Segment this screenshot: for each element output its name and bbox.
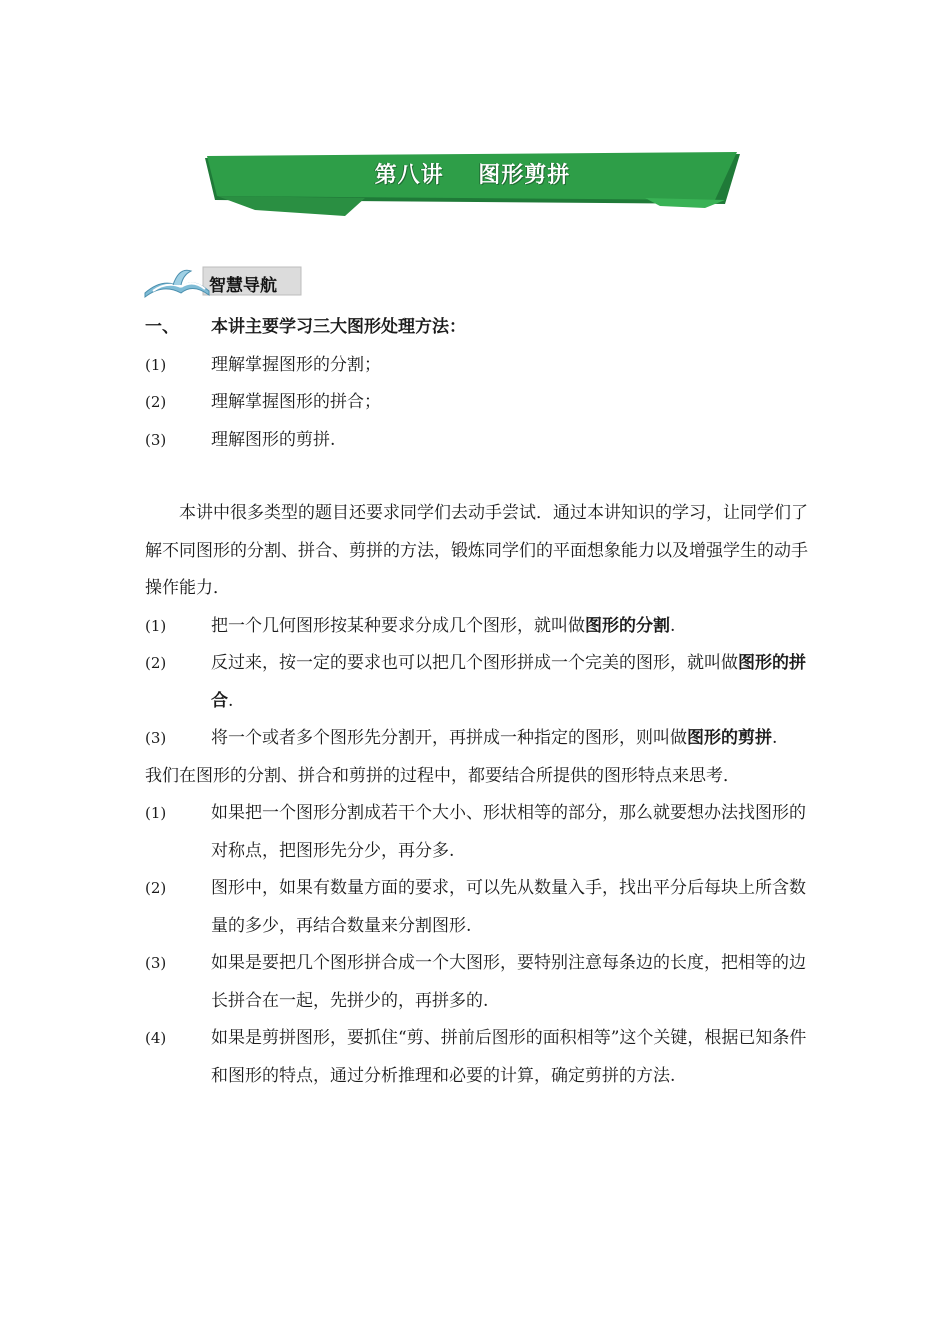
list-marker: (3)	[145, 729, 167, 747]
tip-text: 如果是剪拼图形，要抓住“剪、拼前后图形的面积相等”这个关键，根据已知条件和图形的特点，通过分析推理和必要的计算，确定剪拼的方法.	[211, 1028, 807, 1086]
list-marker: (3)	[145, 954, 167, 972]
list-marker: (2)	[145, 879, 167, 897]
intro-paragraph: 本讲中很多类型的题目还要求同学们去动手尝试．通过本讲知识的学习，让同学们了解不同图形的分割、拼合、剪拼的方法，锻炼同学们的平面想象能力以及增强学生的动手操作能力．	[145, 503, 808, 598]
list-marker: (1)	[145, 804, 167, 822]
list-marker: (2)	[145, 393, 167, 411]
lesson-banner	[205, 150, 740, 222]
heading-text: 本讲主要学习三大图形处理方法：	[211, 317, 466, 337]
definition-text: 反过来，按一定的要求也可以把几个图形拼成一个完美的图形，就叫做图形的拼合.	[211, 653, 806, 711]
list-marker: (1)	[145, 355, 167, 374]
list-item	[145, 422, 810, 460]
definition-text: 将一个或者多个图形先分割开，再拼成一种指定的图形，则叫做图形的剪拼.	[211, 728, 778, 748]
tip-text: 如果是要把几个图形拼合成一个大图形，要特别注意每条边的长度，把相等的边长拼合在一起，先拼少的，再拼多的.	[211, 953, 806, 1011]
tip-text: 如果把一个图形分割成若干个大小、形状相等的部分，那么就要想办法找图形的对称点，把图形先分少，再分多.	[211, 803, 806, 861]
tip-text: 图形中，如果有数量方面的要求，可以先从数量入手，找出平分后每块上所含数量的多少，再结合数量来分割图形.	[211, 878, 806, 936]
heading-marker: 一、	[145, 317, 179, 337]
definition-item	[145, 645, 810, 720]
list-text: 理解掌握图形的分割；	[211, 354, 381, 375]
definition-text: 把一个几何图形按某种要求分成几个图形，就叫做图形的分割.	[211, 615, 676, 636]
lesson-title: 第八讲 图形剪拼	[374, 163, 571, 188]
list-text: 理解图形的剪拼.	[211, 429, 336, 450]
heading-row	[145, 309, 810, 347]
list-item	[145, 384, 810, 422]
list-marker: (4)	[145, 1029, 167, 1047]
list-text: 理解掌握图形的拼合；	[211, 392, 381, 412]
document-body	[145, 309, 810, 1095]
definition-item	[145, 608, 810, 646]
section-label: 智慧导航	[209, 276, 277, 296]
tip-item	[145, 945, 810, 1020]
tip-item	[145, 1020, 810, 1095]
section-tag	[143, 263, 303, 299]
list-marker: (1)	[145, 616, 167, 635]
tip-item	[145, 870, 810, 945]
definition-term: 图形的剪拼	[687, 728, 772, 748]
definition-term: 图形的分割	[585, 615, 670, 636]
list-marker: (2)	[145, 654, 167, 672]
definition-item	[145, 720, 810, 758]
definition-term: 图形的拼合	[211, 653, 806, 711]
list-marker: (3)	[145, 430, 167, 449]
tip-item	[145, 795, 810, 870]
transition-sentence: 我们在图形的分割、拼合和剪拼的过程中，都要结合所提供的图形特点来思考．	[145, 765, 740, 786]
list-item	[145, 347, 810, 385]
